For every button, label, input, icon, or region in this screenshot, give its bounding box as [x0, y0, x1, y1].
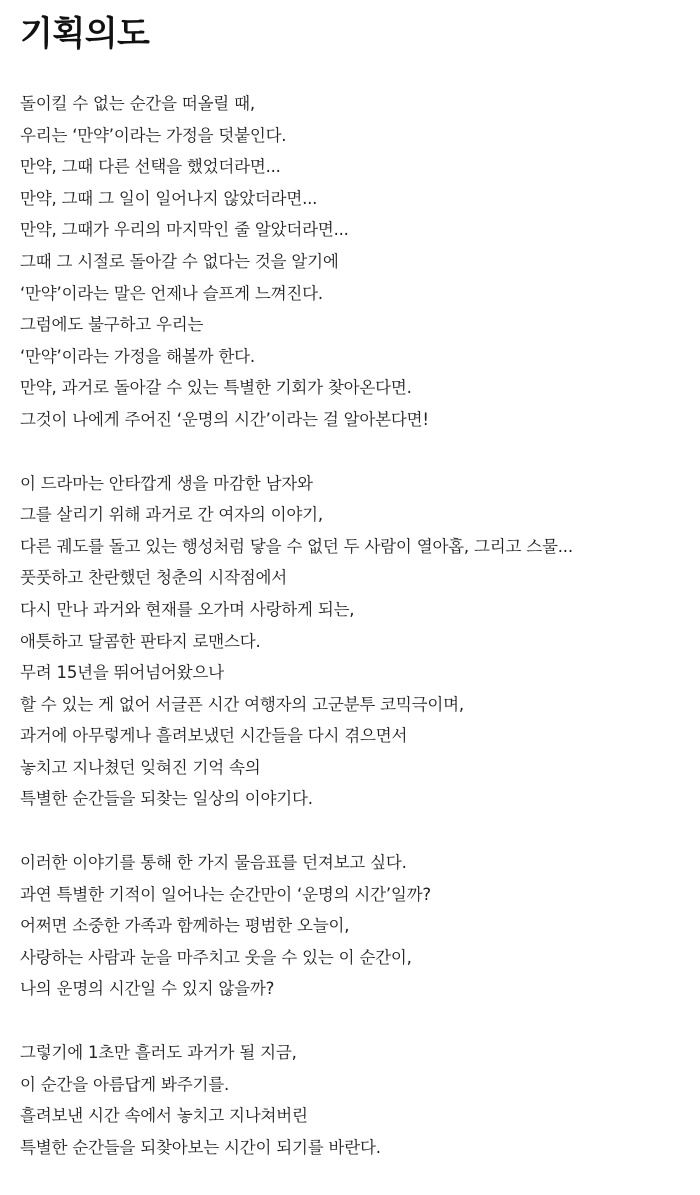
text-line: 다른 궤도를 돌고 있는 행성처럼 닿을 수 없던 두 사람이 열아홉, 그리고 스물... — [20, 536, 573, 556]
text-line: 사랑하는 사람과 눈을 마주치고 웃을 수 있는 이 순간이, — [20, 947, 412, 967]
text-line: ‘만약’이라는 가정을 해볼까 한다. — [20, 346, 255, 366]
text-line: 할 수 있는 게 없어 서글픈 시간 여행자의 고군분투 코믹극이며, — [20, 694, 464, 714]
paragraph-2 — [20, 468, 680, 816]
text-line: 특별한 순간들을 되찾는 일상의 이야기다. — [20, 789, 313, 809]
text-line: 그때 그 시절로 돌아갈 수 없다는 것을 알기에 — [20, 251, 339, 271]
text-line: 만약, 그때 그 일이 일어나지 않았더라면... — [20, 188, 318, 208]
paragraph-3 — [20, 847, 680, 1005]
text-line: 애틋하고 달콤한 판타지 로맨스다. — [20, 631, 261, 651]
text-line: 과거에 아무렇게나 흘려보냈던 시간들을 다시 겪으면서 — [20, 726, 408, 746]
document-body — [20, 88, 680, 1195]
text-line: 이러한 이야기를 통해 한 가지 물음표를 던져보고 싶다. — [20, 853, 407, 873]
text-line: 만약, 그때가 우리의 마지막인 줄 알았더라면... — [20, 220, 349, 240]
text-line: 그를 살리기 위해 과거로 간 여자의 이야기, — [20, 505, 323, 525]
text-line: 돌이킬 수 없는 순간을 떠올릴 때, — [20, 94, 255, 113]
text-line: 무려 15년을 뛰어넘어왔으나 — [20, 663, 224, 683]
page-title: 기획의도 — [20, 14, 150, 54]
paragraph-1 — [20, 88, 680, 436]
text-line: 그럼에도 불구하고 우리는 — [20, 315, 204, 335]
text-line: 이 순간을 아름답게 봐주기를. — [20, 1074, 230, 1094]
text-line: 놓치고 지나쳤던 잊혀진 기억 속의 — [20, 757, 261, 777]
text-line: 우리는 ‘만약’이라는 가정을 덧붙인다. — [20, 125, 287, 145]
text-line: 만약, 그때 다른 선택을 했었더라면... — [20, 157, 281, 177]
text-line: 어쩌면 소중한 가족과 함께하는 평범한 오늘이, — [20, 916, 350, 936]
text-line: 특별한 순간들을 되찾아보는 시간이 되기를 바란다. — [20, 1137, 381, 1157]
text-line: 과연 특별한 기적이 일어나는 순간만이 ‘운명의 시간’일까? — [20, 884, 431, 904]
text-line: 만약, 과거로 돌아갈 수 있는 특별한 기회가 찾아온다면. — [20, 378, 412, 398]
text-line: 나의 운명의 시간일 수 있지 않을까? — [20, 979, 275, 999]
text-line: 그렇기에 1초만 흘러도 과거가 될 지금, — [20, 1043, 297, 1063]
paragraph-4 — [20, 1037, 680, 1163]
text-line: 흘려보낸 시간 속에서 놓치고 지나쳐버린 — [20, 1106, 308, 1126]
text-line: 이 드라마는 안타깝게 생을 마감한 남자와 — [20, 473, 313, 493]
text-line: 풋풋하고 찬란했던 청춘의 시작점에서 — [20, 568, 287, 588]
text-line: 그것이 나에게 주어진 ‘운명의 시간’이라는 걸 알아본다면! — [20, 409, 429, 429]
text-line: ‘만약’이라는 말은 언제나 슬프게 느껴진다. — [20, 283, 323, 303]
text-line: 다시 만나 과거와 현재를 오가며 사랑하게 되는, — [20, 599, 355, 619]
